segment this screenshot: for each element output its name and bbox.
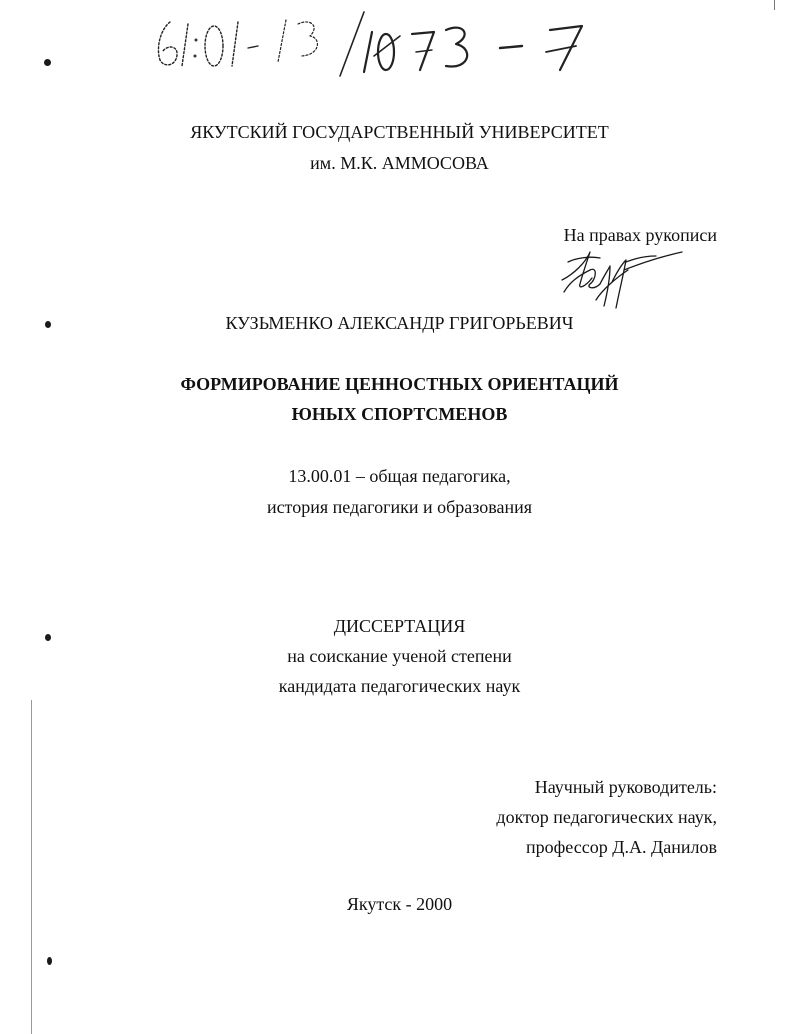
place-and-year: Якутск - 2000 [346,894,453,914]
university-name: ЯКУТСКИЙ ГОСУДАРСТВЕННЫЙ УНИВЕРСИТЕТ [190,122,609,142]
document-type-line-1: на соискание ученой степени [287,646,512,666]
thesis-title-line-2: ЮНЫХ СПОРТСМЕНОВ [291,404,508,424]
specialty-line-2: история педагогики и образования [266,497,533,517]
manuscript-rights: На правах рукописи [563,225,717,245]
punch-hole-mark [47,957,52,965]
document-type-line-2: кандидата педагогических наук [278,676,521,696]
university-named-after: им. М.К. АММОСОВА [310,153,489,173]
scan-edge-line [31,700,32,1034]
supervisor-degree: доктор педагогических наук, [496,807,717,827]
archive-number-handwritten [150,8,620,78]
supervisor-label: Научный руководитель: [534,777,717,797]
thesis-title-line-1: ФОРМИРОВАНИЕ ЦЕННОСТНЫХ ОРИЕНТАЦИЙ [180,374,619,394]
author-signature [556,240,686,312]
supervisor-name: профессор Д.А. Данилов [525,837,717,857]
specialty-line-1: 13.00.01 – общая педагогика, [288,466,511,486]
author-name: КУЗЬМЕНКО АЛЕКСАНДР ГРИГОРЬЕВИЧ [225,313,574,333]
punch-hole-mark [44,59,51,66]
scan-edge-line [774,0,775,10]
document-type-title: ДИССЕРТАЦИЯ [333,616,466,636]
